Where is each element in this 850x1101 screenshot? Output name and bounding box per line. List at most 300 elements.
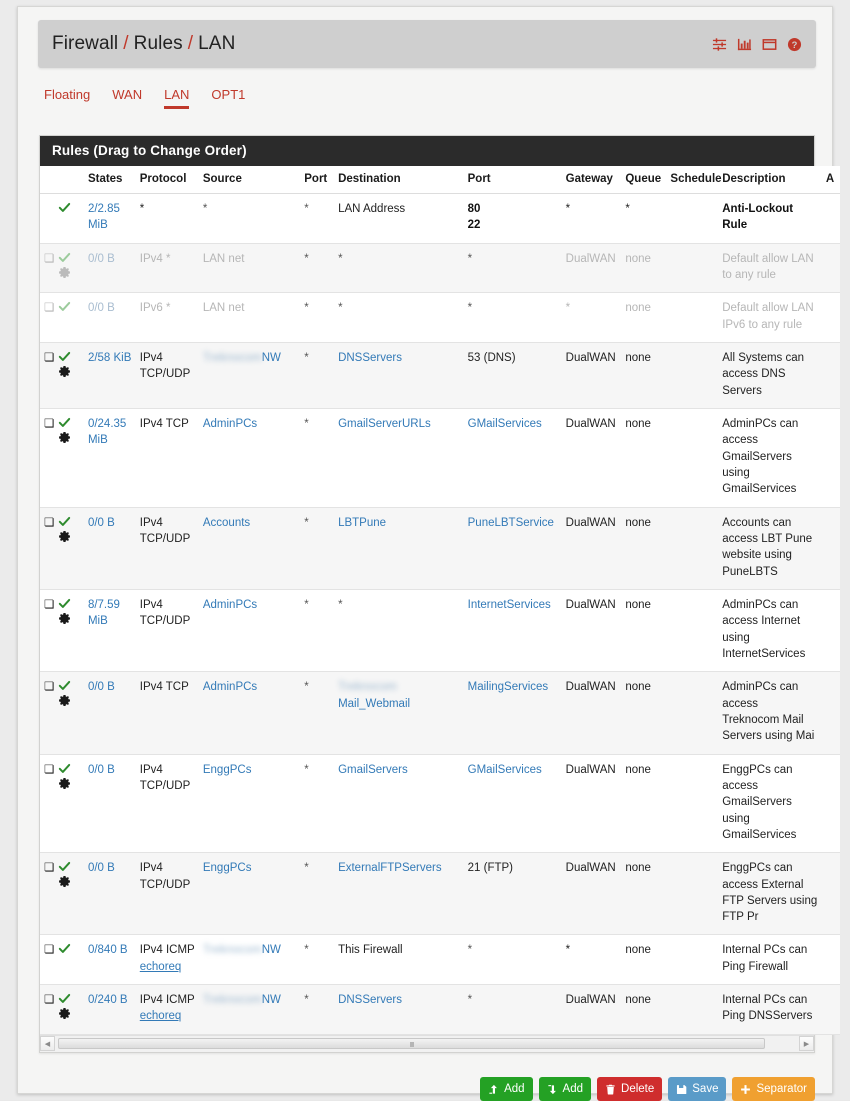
horizontal-scrollbar[interactable] bbox=[40, 1035, 814, 1052]
table-row[interactable] bbox=[40, 243, 840, 293]
rule-pass-icon[interactable] bbox=[58, 597, 71, 610]
destination-port-cell[interactable] bbox=[464, 935, 562, 985]
gateway-value: * bbox=[565, 302, 571, 315]
rule-advanced-gear-icon[interactable] bbox=[58, 530, 71, 543]
states-cell[interactable] bbox=[84, 293, 136, 343]
row-checkbox[interactable]: ❏ bbox=[44, 417, 55, 430]
description-cell bbox=[718, 293, 822, 343]
destination-port-cell[interactable] bbox=[464, 754, 562, 853]
gateway-cell bbox=[562, 589, 622, 671]
breadcrumb-separator-1: / bbox=[123, 33, 129, 54]
schedule-cell bbox=[666, 754, 718, 853]
states-link[interactable]: 0/0 B bbox=[87, 302, 115, 315]
tab-wan[interactable]: WAN bbox=[112, 87, 143, 102]
rule-pass-icon[interactable] bbox=[58, 300, 71, 313]
destination-port-link[interactable]: GMailServices bbox=[467, 763, 542, 776]
row-checkbox[interactable]: ❏ bbox=[44, 252, 55, 265]
add-button-2[interactable] bbox=[539, 1077, 591, 1101]
description-text: All Systems can access DNS Servers bbox=[722, 351, 805, 397]
actions-cell[interactable] bbox=[822, 985, 840, 1035]
source-cell[interactable] bbox=[199, 935, 300, 985]
description-cell bbox=[718, 507, 822, 589]
source-port-cell bbox=[300, 243, 334, 293]
column-header-queue: Queue bbox=[621, 166, 666, 194]
rule-status-cell[interactable] bbox=[54, 935, 84, 985]
destination-port-any: * bbox=[467, 944, 473, 957]
row-checkbox[interactable]: ❏ bbox=[44, 302, 55, 315]
breadcrumb-icon-group bbox=[712, 37, 802, 52]
states-cell[interactable] bbox=[84, 507, 136, 589]
row-checkbox[interactable]: ❏ bbox=[44, 862, 55, 875]
add-button-1[interactable] bbox=[480, 1077, 532, 1101]
redacted-source-text: Treknocom bbox=[202, 994, 262, 1007]
rule-advanced-gear-icon[interactable] bbox=[58, 431, 71, 444]
gateway-cell bbox=[562, 194, 622, 244]
row-drag-handle[interactable] bbox=[40, 243, 54, 293]
description-text: AdminPCs can access GmailServers using GmailServices bbox=[722, 417, 799, 496]
rules-panel bbox=[39, 135, 835, 1053]
source-port-value: * bbox=[304, 516, 309, 529]
column-header-port: Port bbox=[464, 166, 562, 194]
source-cell[interactable] bbox=[199, 853, 300, 935]
gateway-cell bbox=[562, 408, 622, 507]
row-checkbox[interactable]: ❏ bbox=[44, 944, 55, 957]
row-drag-handle[interactable] bbox=[40, 853, 54, 935]
queue-value: none bbox=[625, 763, 651, 776]
description-text: Internal PCs can Ping DNSServers bbox=[722, 994, 813, 1023]
source-port-value: * bbox=[304, 252, 309, 265]
tab-opt1[interactable]: OPT1 bbox=[211, 87, 246, 102]
source-link[interactable]: Accounts bbox=[202, 516, 251, 529]
source-port-cell bbox=[300, 293, 334, 343]
states-link[interactable]: 0/0 B bbox=[87, 681, 115, 694]
queue-cell bbox=[621, 672, 666, 754]
actions-cell[interactable] bbox=[822, 507, 840, 589]
queue-value: none bbox=[625, 302, 651, 315]
description-cell bbox=[718, 342, 822, 408]
protocol-cell: IPv4 TCP/UDP bbox=[136, 754, 199, 853]
column-header-schedule: Schedule bbox=[666, 166, 718, 194]
destination-port-cell[interactable] bbox=[464, 985, 562, 1035]
save-icon bbox=[676, 1084, 687, 1095]
destination-port-cell[interactable] bbox=[464, 194, 562, 244]
row-drag-handle[interactable] bbox=[40, 672, 54, 754]
table-row[interactable] bbox=[40, 985, 840, 1035]
actions-cell[interactable] bbox=[822, 853, 840, 935]
rule-status-cell[interactable] bbox=[54, 293, 84, 343]
states-cell[interactable] bbox=[84, 342, 136, 408]
destination-any: * bbox=[338, 252, 343, 265]
source-link[interactable]: AdminPCs bbox=[202, 681, 258, 694]
actions-cell[interactable] bbox=[822, 672, 840, 754]
destination-cell[interactable] bbox=[334, 853, 464, 935]
source-port-cell bbox=[300, 985, 334, 1035]
states-cell[interactable] bbox=[84, 935, 136, 985]
protocol-cell: IPv4 * bbox=[136, 243, 199, 293]
states-link[interactable]: 0/24.35 MiB bbox=[87, 417, 127, 447]
rule-pass-icon[interactable] bbox=[58, 942, 71, 955]
destination-port-cell[interactable] bbox=[464, 853, 562, 935]
row-drag-handle[interactable] bbox=[40, 408, 54, 507]
destination-port-cell[interactable] bbox=[464, 243, 562, 293]
description-cell bbox=[718, 985, 822, 1035]
table-row[interactable] bbox=[40, 342, 840, 408]
destination-cell[interactable] bbox=[334, 408, 464, 507]
destination-port-link[interactable]: GMailServices bbox=[467, 417, 542, 430]
protocol-cell: IPv4 TCP/UDP bbox=[136, 342, 199, 408]
protocol-cell: IPv4 ICMP echoreq bbox=[136, 935, 199, 985]
states-cell[interactable] bbox=[84, 853, 136, 935]
destination-port-cell[interactable] bbox=[464, 342, 562, 408]
destination-port-cell[interactable] bbox=[464, 589, 562, 671]
rule-advanced-gear-icon[interactable] bbox=[58, 777, 71, 790]
actions-cell[interactable] bbox=[822, 935, 840, 985]
queue-value: none bbox=[625, 351, 651, 364]
actions-cell[interactable] bbox=[822, 342, 840, 408]
states-link[interactable]: 0/240 B bbox=[87, 994, 128, 1007]
queue-cell bbox=[621, 293, 666, 343]
schedule-cell bbox=[666, 342, 718, 408]
rule-status-cell[interactable] bbox=[54, 672, 84, 754]
rule-advanced-gear-icon[interactable] bbox=[58, 612, 71, 625]
row-drag-handle[interactable] bbox=[40, 754, 54, 853]
tab-floating[interactable]: Floating bbox=[44, 87, 91, 102]
queue-cell bbox=[621, 985, 666, 1035]
redacted-source-text: Treknocom bbox=[202, 944, 262, 957]
gateway-cell bbox=[562, 672, 622, 754]
source-port-cell bbox=[300, 935, 334, 985]
row-checkbox[interactable]: ❏ bbox=[44, 516, 55, 529]
destination-cell[interactable] bbox=[334, 985, 464, 1035]
row-drag-handle[interactable] bbox=[40, 194, 54, 244]
actions-cell[interactable] bbox=[822, 754, 840, 853]
scrollbar-thumb[interactable] bbox=[58, 1038, 765, 1049]
column-header-gateway: Gateway bbox=[562, 166, 622, 194]
table-row[interactable] bbox=[40, 589, 840, 671]
redacted-destination-text: Treknocom bbox=[338, 681, 397, 694]
states-link[interactable]: 0/0 B bbox=[87, 763, 115, 776]
scroll-right-arrow[interactable]: ▶ bbox=[799, 1036, 814, 1051]
rule-status-cell[interactable] bbox=[54, 342, 84, 408]
destination-port-value: 21 (FTP) bbox=[467, 862, 513, 875]
source-link[interactable]: AdminPCs bbox=[202, 598, 258, 611]
source-link[interactable]: NW bbox=[261, 994, 281, 1007]
queue-value: * bbox=[625, 203, 630, 215]
destination-link[interactable]: LBTPune bbox=[338, 516, 387, 529]
source-port-cell bbox=[300, 408, 334, 507]
separator-button[interactable] bbox=[732, 1077, 815, 1101]
destination-link[interactable]: DNSServers bbox=[338, 994, 402, 1007]
protocol-icmp-type-link[interactable]: echoreq bbox=[139, 1010, 182, 1023]
source-port-cell bbox=[300, 853, 334, 935]
source-cell[interactable] bbox=[199, 342, 300, 408]
rule-pass-icon[interactable] bbox=[58, 251, 71, 264]
destination-link[interactable]: ExternalFTPServers bbox=[338, 862, 442, 875]
row-drag-handle[interactable] bbox=[40, 589, 54, 671]
table-row[interactable] bbox=[40, 935, 840, 985]
states-link[interactable]: 0/0 B bbox=[87, 252, 115, 265]
column-header-blank-0 bbox=[40, 166, 54, 194]
row-drag-handle[interactable] bbox=[40, 507, 54, 589]
schedule-cell bbox=[666, 985, 718, 1035]
arrow-up-icon bbox=[488, 1084, 499, 1095]
actions-cell[interactable] bbox=[822, 194, 840, 244]
delete-button[interactable] bbox=[597, 1077, 662, 1101]
description-text: AdminPCs can access Treknocom Mail Servers using Mai bbox=[722, 681, 815, 743]
source-text: LAN net bbox=[202, 302, 245, 315]
destination-cell[interactable] bbox=[334, 672, 464, 754]
row-checkbox[interactable]: ❏ bbox=[44, 351, 55, 364]
source-cell[interactable] bbox=[199, 985, 300, 1035]
rule-status-cell[interactable] bbox=[54, 243, 84, 293]
gateway-value: DualWAN bbox=[565, 351, 616, 364]
destination-cell[interactable] bbox=[334, 293, 464, 343]
rule-status-cell[interactable] bbox=[54, 985, 84, 1035]
browser-frame bbox=[17, 6, 833, 1094]
breadcrumb bbox=[52, 33, 235, 55]
description-cell bbox=[718, 754, 822, 853]
row-drag-handle[interactable] bbox=[40, 342, 54, 408]
destination-port-any: * bbox=[467, 252, 473, 265]
rules-table-head bbox=[40, 166, 840, 194]
sliders-icon[interactable] bbox=[712, 37, 727, 52]
button-label: Separator bbox=[756, 1083, 807, 1095]
rule-advanced-gear-icon[interactable] bbox=[58, 266, 71, 279]
destination-port-value: 53 (DNS) bbox=[467, 351, 516, 364]
protocol-cell: IPv4 TCP bbox=[136, 672, 199, 754]
gateway-value: DualWAN bbox=[565, 681, 616, 694]
states-link[interactable]: 2/2.85 MiB bbox=[87, 203, 120, 232]
plus-icon bbox=[740, 1084, 751, 1095]
source-port-cell bbox=[300, 507, 334, 589]
display-icon[interactable] bbox=[762, 37, 777, 52]
protocol-cell: * bbox=[136, 194, 199, 244]
rule-pass-icon[interactable] bbox=[58, 762, 71, 775]
table-row[interactable] bbox=[40, 754, 840, 853]
arrow-down-icon bbox=[547, 1084, 558, 1095]
table-row[interactable] bbox=[40, 194, 840, 244]
rule-status-cell[interactable] bbox=[54, 589, 84, 671]
description-text: AdminPCs can access Internet using InternetServices bbox=[722, 598, 806, 660]
states-link[interactable]: 0/840 B bbox=[87, 944, 128, 957]
breadcrumb-bar bbox=[38, 20, 816, 68]
destination-text: This Firewall bbox=[338, 944, 403, 957]
rule-status-cell[interactable] bbox=[54, 194, 84, 244]
states-link[interactable]: 2/58 KiB bbox=[87, 351, 132, 364]
gateway-cell bbox=[562, 243, 622, 293]
source-link[interactable]: EnggPCs bbox=[202, 763, 252, 776]
rule-advanced-gear-icon[interactable] bbox=[58, 1007, 71, 1020]
states-cell[interactable] bbox=[84, 672, 136, 754]
queue-cell bbox=[621, 194, 666, 244]
destination-cell[interactable] bbox=[334, 194, 464, 244]
rule-status-cell[interactable] bbox=[54, 408, 84, 507]
source-cell[interactable] bbox=[199, 672, 300, 754]
row-drag-handle[interactable] bbox=[40, 293, 54, 343]
destination-link[interactable]: GmailServerURLs bbox=[338, 417, 431, 430]
description-cell bbox=[718, 935, 822, 985]
breadcrumb-separator-2: / bbox=[187, 33, 194, 54]
gateway-value: DualWAN bbox=[565, 994, 616, 1007]
row-drag-handle[interactable] bbox=[40, 935, 54, 985]
source-cell[interactable] bbox=[199, 408, 300, 507]
destination-cell[interactable] bbox=[334, 243, 464, 293]
description-text: Default allow LAN to any rule bbox=[722, 252, 814, 281]
column-header-states: States bbox=[84, 166, 136, 194]
destination-cell[interactable] bbox=[334, 507, 464, 589]
schedule-cell bbox=[666, 935, 718, 985]
source-cell[interactable] bbox=[199, 589, 300, 671]
description-text: Default allow LAN IPv6 to any rule bbox=[722, 302, 814, 331]
button-label: Save bbox=[692, 1083, 719, 1095]
source-port-value: * bbox=[304, 598, 309, 611]
schedule-cell bbox=[666, 408, 718, 507]
source-cell[interactable] bbox=[199, 243, 300, 293]
destination-cell[interactable] bbox=[334, 935, 464, 985]
breadcrumb-rules[interactable]: Rules bbox=[133, 33, 183, 54]
rule-status-cell[interactable] bbox=[54, 507, 84, 589]
table-row[interactable] bbox=[40, 672, 840, 754]
row-checkbox[interactable]: ❏ bbox=[44, 763, 55, 776]
rule-pass-icon[interactable] bbox=[58, 201, 71, 214]
source-cell[interactable] bbox=[199, 507, 300, 589]
queue-value: none bbox=[625, 516, 651, 529]
protocol-cell: IPv4 TCP/UDP bbox=[136, 589, 199, 671]
states-cell[interactable] bbox=[84, 985, 136, 1035]
states-cell[interactable] bbox=[84, 408, 136, 507]
source-link[interactable]: NW bbox=[261, 351, 281, 364]
queue-value: none bbox=[625, 944, 651, 957]
states-cell[interactable] bbox=[84, 194, 136, 244]
destination-any: * bbox=[338, 598, 343, 611]
source-any: * bbox=[202, 203, 208, 215]
source-port-cell bbox=[300, 194, 334, 244]
states-cell[interactable] bbox=[84, 243, 136, 293]
queue-cell bbox=[621, 408, 666, 507]
protocol-cell: IPv4 TCP/UDP bbox=[136, 853, 199, 935]
gateway-value: DualWAN bbox=[565, 252, 616, 265]
destination-port-link[interactable]: MailingServices bbox=[467, 681, 549, 694]
table-row[interactable] bbox=[40, 293, 840, 343]
source-port-value: * bbox=[304, 763, 309, 776]
destination-link[interactable]: Mail_Webmail bbox=[338, 697, 411, 710]
rule-pass-icon[interactable] bbox=[58, 416, 71, 429]
redacted-source-text: Treknocom bbox=[202, 351, 262, 364]
destination-port-cell[interactable] bbox=[464, 293, 562, 343]
queue-cell bbox=[621, 589, 666, 671]
gateway-value: * bbox=[565, 944, 571, 957]
destination-cell[interactable] bbox=[334, 754, 464, 853]
bar-chart-icon[interactable] bbox=[737, 37, 752, 52]
destination-link[interactable]: DNSServers bbox=[338, 351, 402, 364]
queue-cell bbox=[621, 935, 666, 985]
row-checkbox[interactable]: ❏ bbox=[44, 994, 55, 1007]
description-cell bbox=[718, 408, 822, 507]
states-cell[interactable] bbox=[84, 589, 136, 671]
rule-status-cell[interactable] bbox=[54, 754, 84, 853]
protocol-icmp-type-link[interactable]: echoreq bbox=[139, 960, 182, 973]
rule-status-cell[interactable] bbox=[54, 853, 84, 935]
destination-port-link[interactable]: InternetServices bbox=[467, 598, 551, 611]
gateway-cell bbox=[562, 754, 622, 853]
source-port-value: * bbox=[304, 994, 309, 1007]
schedule-cell bbox=[666, 243, 718, 293]
row-checkbox[interactable]: ❏ bbox=[44, 598, 55, 611]
rule-pass-icon[interactable] bbox=[58, 860, 71, 873]
rule-advanced-gear-icon[interactable] bbox=[58, 365, 71, 378]
rule-pass-icon[interactable] bbox=[58, 679, 71, 692]
row-drag-handle[interactable] bbox=[40, 985, 54, 1035]
table-row[interactable] bbox=[40, 853, 840, 935]
help-icon[interactable] bbox=[787, 37, 802, 52]
source-link[interactable]: EnggPCs bbox=[202, 862, 252, 875]
source-cell[interactable] bbox=[199, 194, 300, 244]
states-cell[interactable] bbox=[84, 754, 136, 853]
destination-cell[interactable] bbox=[334, 589, 464, 671]
source-cell[interactable] bbox=[199, 754, 300, 853]
column-header-description: Description bbox=[718, 166, 822, 194]
states-link[interactable]: 0/0 B bbox=[87, 516, 115, 529]
rule-pass-icon[interactable] bbox=[58, 515, 71, 528]
scroll-left-arrow[interactable]: ◀ bbox=[40, 1036, 55, 1051]
destination-cell[interactable] bbox=[334, 342, 464, 408]
destination-port-cell[interactable] bbox=[464, 672, 562, 754]
tab-lan[interactable]: LAN bbox=[164, 87, 189, 109]
source-port-cell bbox=[300, 589, 334, 671]
states-link[interactable]: 0/0 B bbox=[87, 862, 115, 875]
scrollbar-track[interactable] bbox=[55, 1036, 799, 1051]
destination-port-cell[interactable] bbox=[464, 507, 562, 589]
trash-icon bbox=[605, 1084, 616, 1095]
source-link[interactable]: NW bbox=[261, 944, 281, 957]
destination-port-cell[interactable] bbox=[464, 408, 562, 507]
queue-value: none bbox=[625, 598, 651, 611]
destination-port-link[interactable]: PuneLBTService bbox=[467, 516, 554, 529]
save-button[interactable] bbox=[668, 1077, 726, 1101]
breadcrumb-lan: LAN bbox=[198, 33, 236, 54]
queue-value: none bbox=[625, 417, 651, 430]
actions-cell[interactable] bbox=[822, 243, 840, 293]
row-checkbox[interactable]: ❏ bbox=[44, 681, 55, 694]
rule-advanced-gear-icon[interactable] bbox=[58, 875, 71, 888]
description-text: EnggPCs can access External FTP Servers using FTP Pr bbox=[722, 862, 818, 924]
actions-cell[interactable] bbox=[822, 408, 840, 507]
rule-pass-icon[interactable] bbox=[58, 350, 71, 363]
source-link[interactable]: AdminPCs bbox=[202, 417, 258, 430]
queue-cell bbox=[621, 342, 666, 408]
actions-cell[interactable] bbox=[822, 293, 840, 343]
button-label: Delete bbox=[621, 1083, 655, 1095]
gateway-cell bbox=[562, 293, 622, 343]
rules-table-body bbox=[40, 194, 840, 1035]
table-row[interactable] bbox=[40, 408, 840, 507]
schedule-cell bbox=[666, 672, 718, 754]
gateway-cell bbox=[562, 985, 622, 1035]
destination-port-any: * bbox=[467, 994, 473, 1007]
states-link[interactable]: 8/7.59 MiB bbox=[87, 598, 120, 628]
button-label: Add bbox=[562, 1083, 584, 1095]
rule-pass-icon[interactable] bbox=[58, 992, 71, 1005]
description-cell bbox=[718, 672, 822, 754]
source-cell[interactable] bbox=[199, 293, 300, 343]
breadcrumb-firewall[interactable]: Firewall bbox=[52, 33, 119, 54]
schedule-cell bbox=[666, 194, 718, 244]
table-row[interactable] bbox=[40, 507, 840, 589]
actions-cell[interactable] bbox=[822, 589, 840, 671]
destination-link[interactable]: GmailServers bbox=[338, 763, 408, 776]
rule-advanced-gear-icon[interactable] bbox=[58, 694, 71, 707]
queue-value: none bbox=[625, 862, 651, 875]
